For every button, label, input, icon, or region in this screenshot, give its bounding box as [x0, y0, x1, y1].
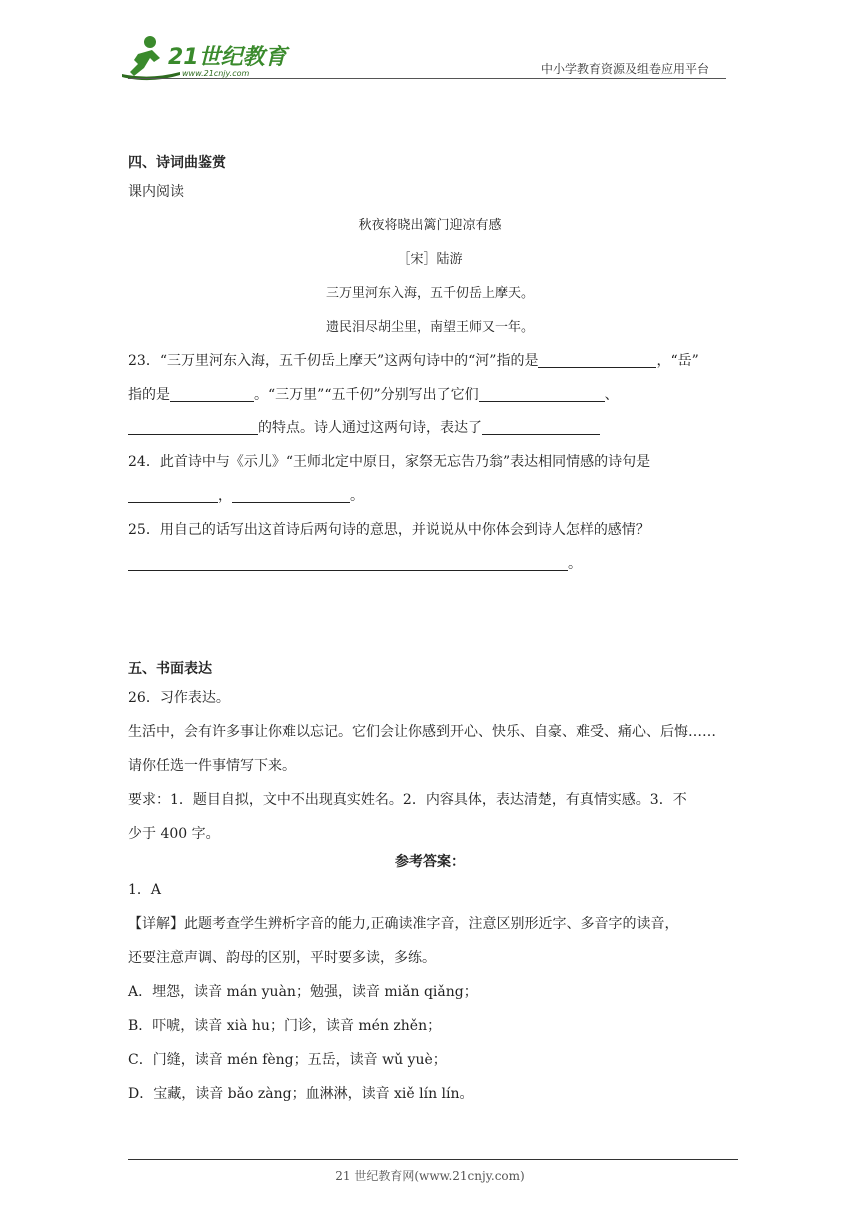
header-platform-text: 中小学教育资源及组卷应用平台: [541, 62, 710, 76]
site-logo: [120, 32, 295, 82]
answer-blank[interactable]: [128, 556, 568, 571]
poem-author: ［宋］陆游: [397, 252, 463, 267]
option-a: A．埋怨，读音 mán yuàn；勉强，读音 miǎn qiǎng；: [128, 984, 478, 1000]
essay-prompt-line2: 请你任选一件事情写下来。: [128, 758, 296, 774]
poem-line-2: 遗民泪尽胡尘里，南望王师又一年。: [325, 320, 534, 335]
answer-blank[interactable]: [482, 420, 600, 435]
footer-text: 21 世纪教育网(www.21cnjy.com): [335, 1169, 525, 1183]
answer-blank[interactable]: [128, 488, 218, 503]
footer-divider: [128, 1159, 738, 1160]
q25-text-b: 。: [568, 556, 582, 572]
poem-title: 秋夜将晓出篱门迎凉有感: [358, 218, 502, 233]
question-24: 24．此首诗中与《示儿》“王师北定中原日，家祭无忘告乃翁”表达相同情感的诗句是: [128, 454, 651, 470]
question-23-line1: [128, 350, 699, 370]
question-25-answer-line: [128, 553, 582, 573]
question-24-answer-line: [128, 485, 364, 505]
section4-subtitle: 课内阅读: [128, 184, 184, 200]
answer-blank[interactable]: [232, 488, 350, 503]
header-divider: [128, 78, 726, 79]
answer-blank[interactable]: [479, 387, 605, 402]
question-25: 25．用自己的话写出这首诗后两句诗的意思，并说说从中你体会到诗人怎样的感情？: [128, 522, 650, 538]
answer-blank[interactable]: [170, 387, 254, 402]
q23-text-e: 、: [604, 387, 619, 403]
answers-title: 参考答案：: [395, 854, 465, 870]
answer-blank[interactable]: [538, 353, 656, 368]
option-d: D．宝藏，读音 bǎo zàng；血淋淋，读音 xiě lín lín。: [128, 1086, 474, 1102]
q23-text-b: ，“岳”: [656, 353, 699, 369]
q24-text-c: 。: [350, 488, 364, 504]
answer-1: 1．A: [128, 882, 162, 898]
essay-requirements-line1: 要求：1．题目自拟，文中不出现真实姓名。2．内容具体，表达清楚，有真情实感。3．不: [128, 792, 687, 808]
option-b: B．吓唬，读音 xià hu；门诊，读音 mén zhěn；: [128, 1018, 442, 1034]
q23-text-d: 。“三万里”“五千仞”分别写出了它们: [254, 387, 479, 403]
logo-url: www.21cnjy.com: [182, 69, 250, 78]
section4-title: 四、诗词曲鉴赏: [128, 155, 226, 171]
q23-text-a: 23．“三万里河东入海，五千仞岳上摩天”这两句诗中的“河”指的是: [128, 353, 539, 369]
question-23-line2: [128, 384, 619, 404]
q23-text-c: 指的是: [128, 387, 170, 403]
q24-text-b: ，: [218, 488, 232, 504]
answer-blank[interactable]: [128, 420, 258, 435]
essay-prompt-line1: 生活中，会有许多事让你难以忘记。它们会让你感到开心、快乐、自豪、难受、痛心、后悔……: [128, 724, 716, 740]
question-26: 26．习作表达。: [128, 690, 230, 706]
essay-requirements-line2: 少于 400 字。: [128, 826, 220, 842]
poem-line-1: 三万里河东入海，五千仞岳上摩天。: [325, 286, 534, 301]
option-c: C．门缝，读音 mén fèng；五岳，读音 wǔ yuè；: [128, 1052, 447, 1068]
answer-1-detail-line1: 【详解】此题考查学生辨析字音的能力,正确读准字音，注意区别形近字、多音字的读音，: [128, 916, 679, 932]
logo-text: 21世纪教育: [168, 45, 287, 70]
answer-1-detail-line2: 还要注意声调、韵母的区别，平时要多读，多练。: [128, 950, 436, 966]
q23-text-f: 的特点。诗人通过这两句诗，表达了: [258, 420, 482, 436]
section5-title: 五、书面表达: [128, 661, 212, 677]
question-23-line3: [128, 417, 600, 437]
